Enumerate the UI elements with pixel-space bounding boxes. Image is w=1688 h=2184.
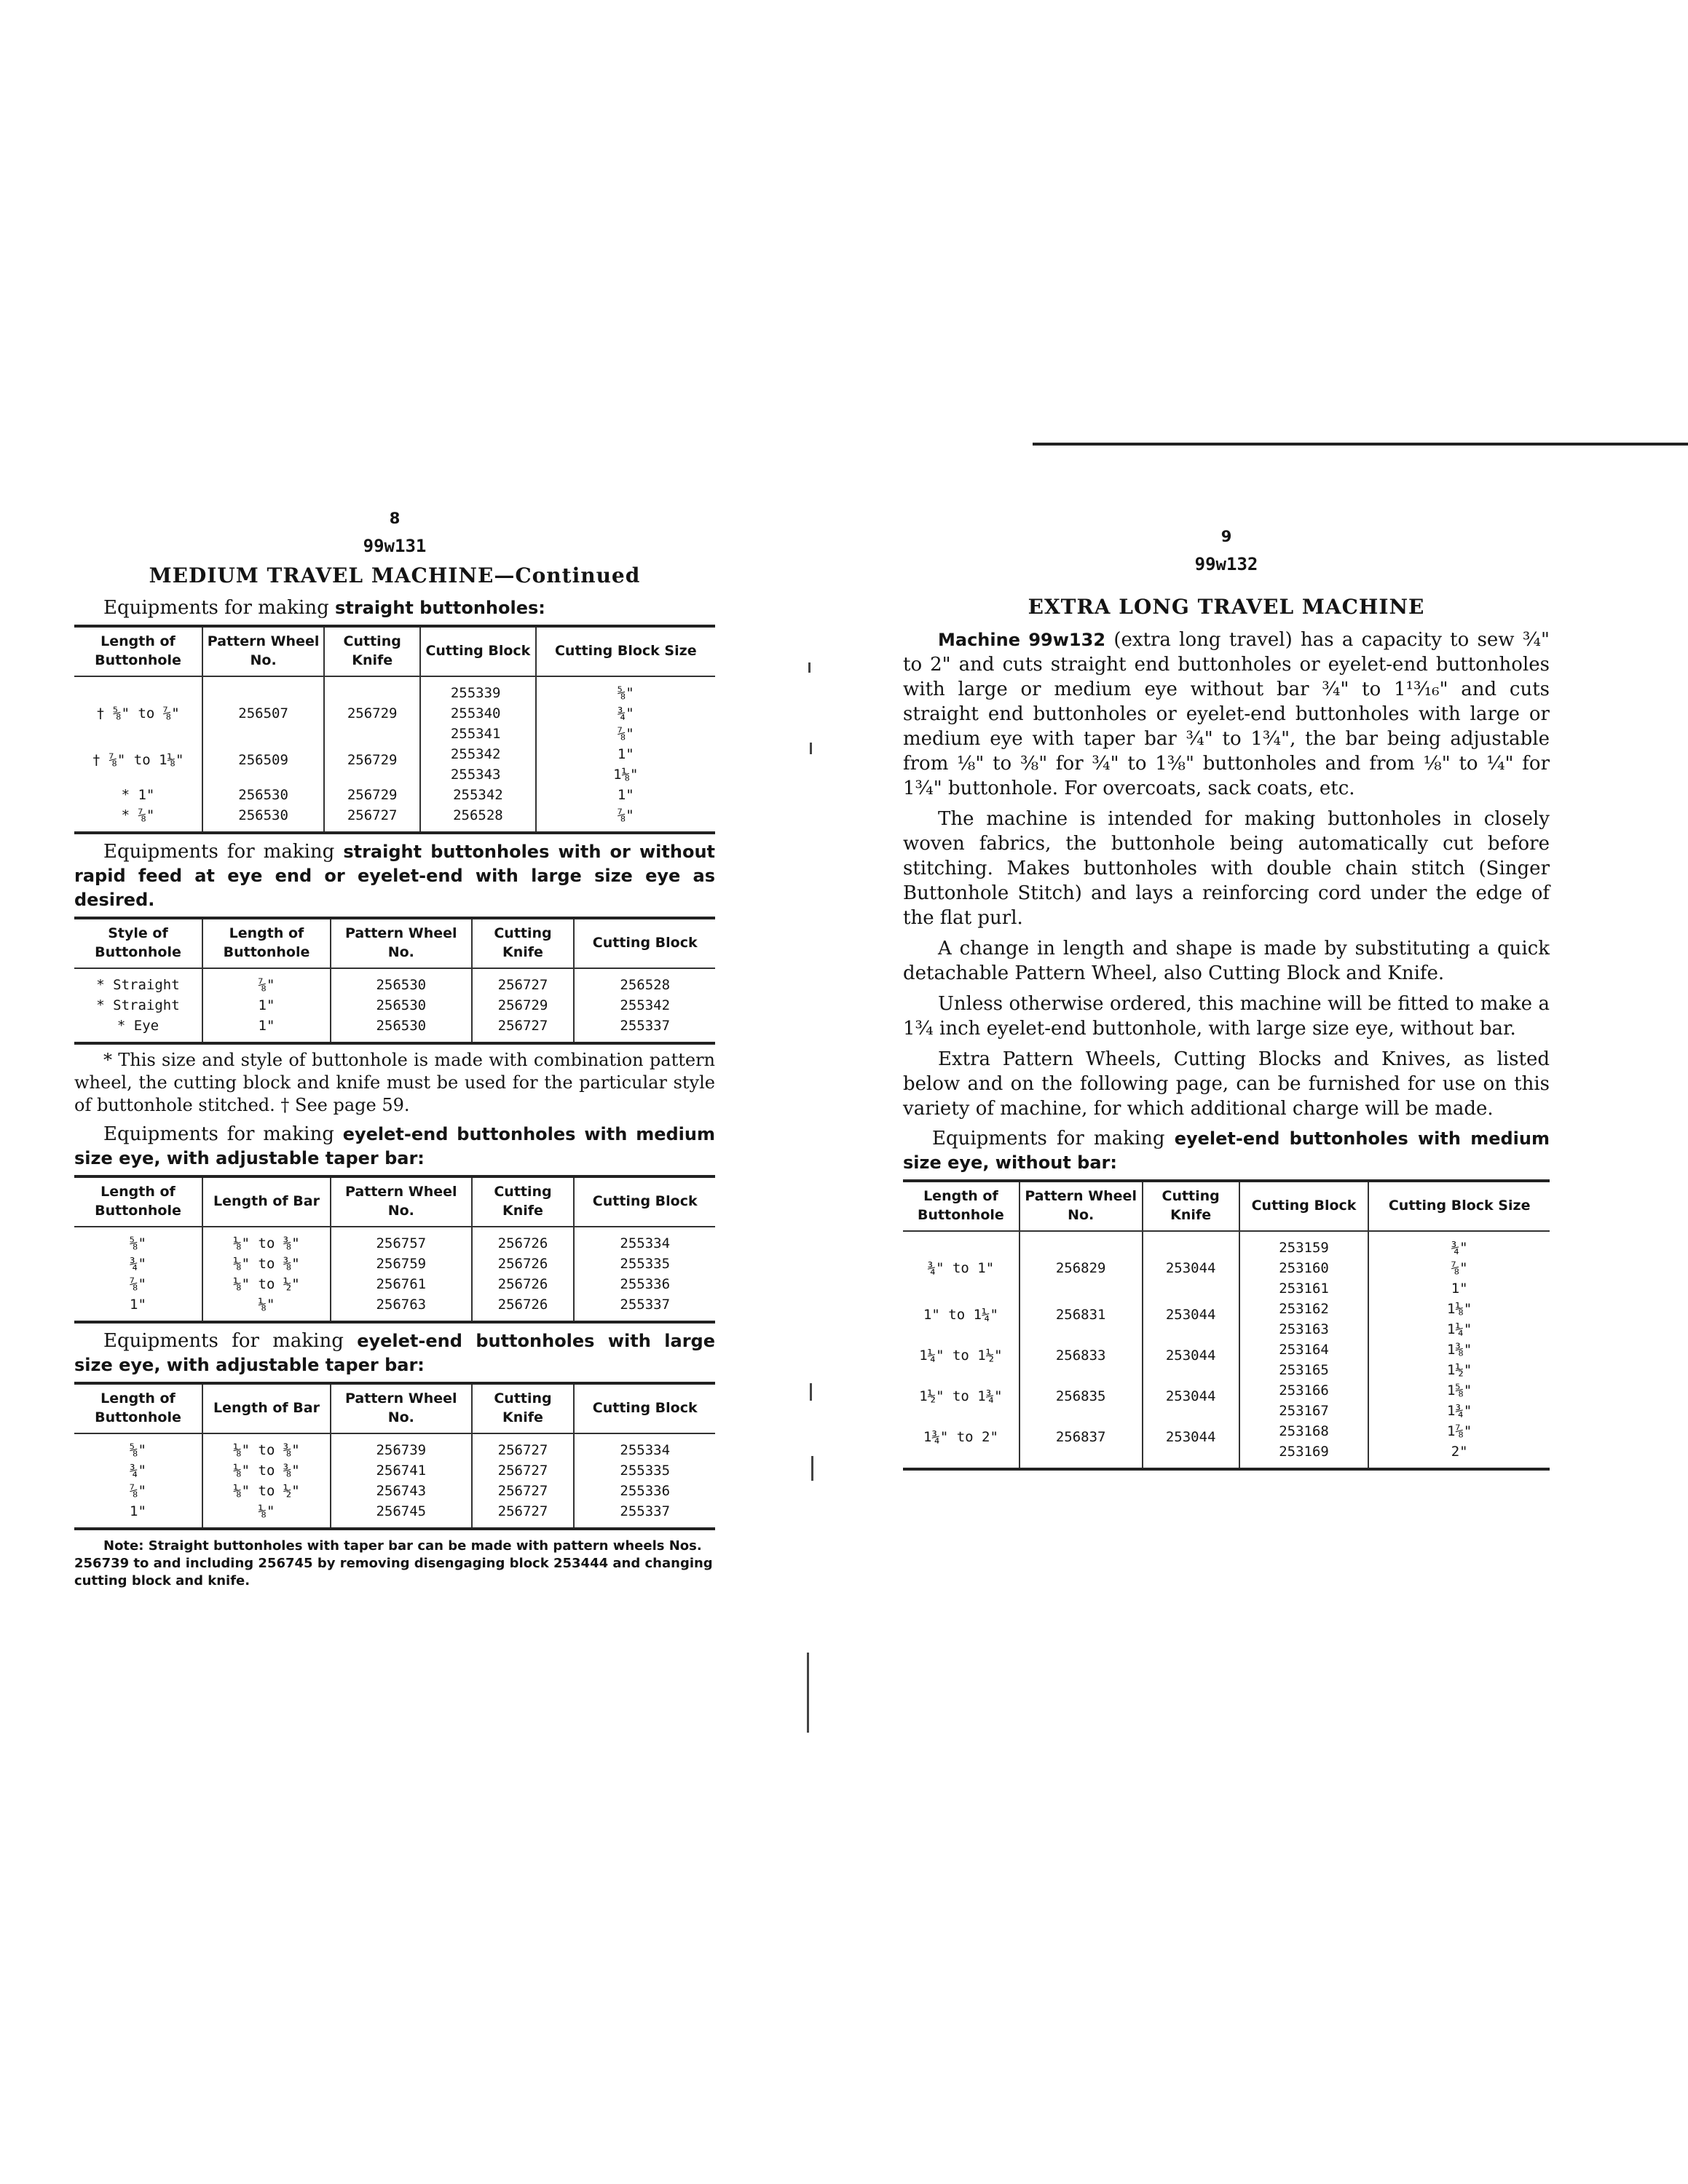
table-cell: ¾" ⅞" 1" — [1368, 1231, 1550, 1299]
column-header: Length of Buttonhole — [74, 626, 202, 676]
column-header: Cutting Block — [574, 1383, 715, 1433]
column-header: Style of Buttonhole — [74, 918, 202, 968]
column-header: Cutting Knife — [1143, 1181, 1239, 1231]
page-number: 8 — [389, 510, 401, 527]
column-header: Cutting Block — [574, 1176, 715, 1227]
table-cell: 256726 — [472, 1227, 575, 1254]
left-page — [74, 510, 715, 1590]
column-header: Cutting Block Size — [536, 626, 715, 676]
table-cell: 1½" to 1¾" — [919, 1388, 1003, 1404]
default-fitting-paragraph: Unless otherwise ordered, this machine will be fitted to make a 1¾ inch eyelet-end buttonhole, with large size eye, without bar. — [903, 993, 1550, 1040]
table-row — [74, 1460, 715, 1481]
table-row — [74, 1274, 715, 1294]
eyelet-medium-no-bar-table — [903, 1179, 1550, 1471]
gutter-mark — [811, 1456, 813, 1481]
table-cell: 1¼" to 1½" — [919, 1348, 1003, 1364]
description-paragraph: The machine is intended for making buttonholes in closely woven fabrics, the buttonhole being automatically cut before stitching. Makes buttonholes with double chain stitch (Singer Buttonhole Stitch) and lays a reinforcing cord under the edge of the flat purl. — [903, 808, 1550, 929]
table-row — [74, 968, 715, 995]
table-row — [74, 1016, 715, 1043]
gutter-mark — [810, 1383, 812, 1401]
page-number: 9 — [1220, 528, 1232, 545]
column-header: Cutting Block — [1239, 1181, 1369, 1231]
table-cell: 256831 — [1019, 1299, 1143, 1340]
table-cell: 253044 — [1143, 1299, 1239, 1340]
table-cell: 256741 — [331, 1460, 472, 1481]
table-cell: ⅛" — [202, 1501, 331, 1529]
section-title: EXTRA LONG TRAVEL MACHINE — [1028, 595, 1425, 619]
section-title: MEDIUM TRAVEL MACHINE—Continued — [149, 563, 641, 587]
table-cell: 1" — [202, 995, 331, 1016]
table-cell: 256829 — [1019, 1231, 1143, 1299]
table-cell: 255337 — [574, 1501, 715, 1529]
table-cell: 255334 — [574, 1227, 715, 1254]
table-caption-straight: Equipments for making straight buttonholes: — [103, 597, 545, 619]
table-cell: ⅛" — [202, 1294, 331, 1322]
table-row — [903, 1421, 1550, 1469]
table-row — [74, 1433, 715, 1460]
table-cell: * Straight — [96, 997, 180, 1013]
table-caption-eyelet-no-bar: Equipments for making eyelet-end buttonholes with medium size eye, without bar: — [903, 1128, 1550, 1173]
column-header: Pattern Wheel No. — [202, 626, 324, 676]
gutter-mark — [810, 743, 812, 754]
table-cell: 256530 — [331, 1016, 472, 1043]
table-row — [903, 1340, 1550, 1380]
column-header: Length of Buttonhole — [74, 1383, 202, 1433]
column-header: Cutting Block — [420, 626, 535, 676]
table-cell: 255334 — [574, 1433, 715, 1460]
table-cell: ⅛" to ⅜" — [202, 1227, 331, 1254]
column-header: Length of Bar — [202, 1176, 331, 1227]
column-header: Cutting Knife — [472, 1176, 575, 1227]
table-cell: ¾" to 1" — [927, 1260, 995, 1276]
table-cell: 255336 — [574, 1274, 715, 1294]
table-cell: 256726 — [472, 1274, 575, 1294]
table-cell: 253164 253165 — [1239, 1340, 1369, 1380]
table-cell: 256726 — [472, 1294, 575, 1322]
table-cell: 256726 — [472, 1254, 575, 1274]
table-cell: ⅛" to ½" — [202, 1481, 331, 1501]
table-cell: ⅛" to ½" — [202, 1274, 331, 1294]
table-cell: 256727 — [472, 968, 575, 995]
table-cell: 256761 — [331, 1274, 472, 1294]
table-row — [74, 1254, 715, 1274]
straight-buttonholes-table — [74, 625, 715, 834]
table-cell: 1⅝" 1¾" — [1368, 1380, 1550, 1421]
top-rule — [1033, 443, 1688, 446]
table-row: * ⅞" 256530 256727 256528 ⅞" — [74, 805, 715, 833]
table-cell: 1" — [130, 1503, 146, 1519]
table-cell: 256729 — [472, 995, 575, 1016]
table-row — [74, 995, 715, 1016]
table-cell: 255342 — [574, 995, 715, 1016]
table-caption-eyelet-medium: Equipments for making eyelet-end buttonholes with medium size eye, with adjustable taper bar: — [74, 1123, 715, 1168]
eyelet-large-taper-table — [74, 1382, 715, 1530]
table-cell: 256835 — [1019, 1380, 1143, 1421]
table-cell: 1" — [202, 1016, 331, 1043]
table-cell: 256727 — [472, 1016, 575, 1043]
gutter-mark — [808, 662, 811, 673]
column-header: Length of Buttonhole — [74, 1176, 202, 1227]
table-cell: ⅞" — [130, 1483, 146, 1499]
intro-paragraph: Machine 99w132 (extra long travel) has a capacity to sew ¾" to 2" and cuts straight end buttonholes or eyelet-end buttonholes with large or medium eye without bar ¾" to 1¹³⁄₁₆" and cuts straight end buttonholes or eyelet-end buttonholes with large or medium eye with taper bar ¾" to 1¾", the bar being adjustable from ⅛" to ⅜" for ¾" to 1⅜" buttonholes and from ⅛" to ¼" for 1¾" buttonhole. For overcoats, sack coats, etc. — [903, 629, 1550, 799]
table-cell: 1⅛" 1¼" — [1368, 1299, 1550, 1340]
table-cell: 253159 253160 253161 — [1239, 1231, 1369, 1299]
table-row — [74, 1501, 715, 1529]
table-cell: 255335 — [574, 1460, 715, 1481]
footnote: * This size and style of buttonhole is made with combination pattern wheel, the cutting block and knife must be used for the particular style of buttonhole stitched. † See page 59. — [74, 1050, 715, 1115]
column-header: Pattern Wheel No. — [1019, 1181, 1143, 1231]
table-cell: 253162 253163 — [1239, 1299, 1369, 1340]
note: Note: Straight buttonholes with taper bar can be made with pattern wheels Nos. 256739 to and including 256745 by removing disengaging block 253444 and changing cutting block and knife. — [74, 1538, 713, 1588]
column-header: Cutting Block — [574, 918, 715, 968]
table-cell: 256727 — [472, 1433, 575, 1460]
table-cell: 1⅜" 1½" — [1368, 1340, 1550, 1380]
table-cell: 255335 — [574, 1254, 715, 1274]
table-cell: * Straight — [96, 977, 180, 993]
table-cell: 253166 253167 — [1239, 1380, 1369, 1421]
table-cell: 253044 — [1143, 1380, 1239, 1421]
table-cell: 256745 — [331, 1501, 472, 1529]
straight-rapid-feed-table — [74, 917, 715, 1045]
table-cell: 256763 — [331, 1294, 472, 1322]
table-cell: 1⅞" 2" — [1368, 1421, 1550, 1469]
table-row — [74, 1481, 715, 1501]
table-cell: 255337 — [574, 1294, 715, 1322]
table-cell: 253168 253169 — [1239, 1421, 1369, 1469]
table-cell: 256530 — [331, 995, 472, 1016]
column-header: Length of Bar — [202, 1383, 331, 1433]
change-paragraph: A change in length and shape is made by substituting a quick detachable Pattern Wheel, also Cutting Block and Knife. — [903, 938, 1550, 984]
table-cell: ⅛" to ⅜" — [202, 1254, 331, 1274]
column-header: Cutting Knife — [324, 626, 420, 676]
table-cell: 256759 — [331, 1254, 472, 1274]
table-row — [903, 1231, 1550, 1299]
table-cell: 253044 — [1143, 1421, 1239, 1469]
column-header: Pattern Wheel No. — [331, 1176, 472, 1227]
table-row — [74, 1294, 715, 1322]
table-row: † ⅝" to ⅞" 256507 256729 255339 255340 255341 ⅝" ¾" ⅞" — [74, 676, 715, 744]
table-cell: 256530 — [331, 968, 472, 995]
table-row — [74, 1227, 715, 1254]
table-cell: 1" to 1¼" — [923, 1307, 998, 1323]
column-header: Cutting Knife — [472, 1383, 575, 1433]
table-row — [903, 1299, 1550, 1340]
table-cell: ⅛" to ⅜" — [202, 1433, 331, 1460]
model-number: 99w132 — [1194, 554, 1258, 574]
table-cell: ¾" — [130, 1463, 146, 1479]
table-cell: 253044 — [1143, 1231, 1239, 1299]
right-page — [903, 528, 1550, 1475]
gutter-mark — [807, 1653, 809, 1733]
table-row: * 1" 256530 256729 255342 1" — [74, 785, 715, 805]
table-row — [903, 1380, 1550, 1421]
table-cell: ⅛" to ⅜" — [202, 1460, 331, 1481]
column-header: Pattern Wheel No. — [331, 1383, 472, 1433]
table-cell: 256528 — [574, 968, 715, 995]
table-cell: ⅞" — [130, 1276, 146, 1292]
column-header: Length of Buttonhole — [202, 918, 331, 968]
table-cell: ⅝" — [130, 1235, 146, 1251]
table-cell: 256739 — [331, 1433, 472, 1460]
table-cell: 256727 — [472, 1481, 575, 1501]
table-cell: ⅝" — [130, 1442, 146, 1458]
model-number: 99w131 — [363, 536, 427, 556]
table-cell: 1¾" to 2" — [923, 1429, 998, 1445]
column-header: Cutting Block Size — [1368, 1181, 1550, 1231]
table-cell: ⅞" — [202, 968, 331, 995]
table-row: † ⅞" to 1⅛" 256509 256729 255342 255343 1" 1⅛" — [74, 744, 715, 785]
table-cell: 255337 — [574, 1016, 715, 1043]
eyelet-medium-taper-table — [74, 1175, 715, 1324]
table-cell: 1" — [130, 1297, 146, 1313]
table-caption-straight-rapid-feed: Equipments for making straight buttonholes with or without rapid feed at eye end or eyelet-end with large size eye as desired. — [74, 841, 715, 910]
table-cell: 256727 — [472, 1501, 575, 1529]
table-cell: 256757 — [331, 1227, 472, 1254]
column-header: Length of Buttonhole — [903, 1181, 1019, 1231]
table-caption-eyelet-large: Equipments for making eyelet-end buttonholes with large size eye, with adjustable taper bar: — [74, 1330, 715, 1375]
table-cell: 256833 — [1019, 1340, 1143, 1380]
extras-paragraph: Extra Pattern Wheels, Cutting Blocks and Knives, as listed below and on the following page, can be furnished for use on this variety of machine, for which additional charge will be made. — [903, 1048, 1550, 1120]
table-cell: 256727 — [472, 1460, 575, 1481]
table-cell: * Eye — [117, 1018, 159, 1034]
table-cell: ¾" — [130, 1256, 146, 1272]
column-header: Pattern Wheel No. — [331, 918, 472, 968]
column-header: Cutting Knife — [472, 918, 575, 968]
table-cell: 255336 — [574, 1481, 715, 1501]
table-cell: 256743 — [331, 1481, 472, 1501]
table-cell: 253044 — [1143, 1340, 1239, 1380]
table-cell: 256837 — [1019, 1421, 1143, 1469]
